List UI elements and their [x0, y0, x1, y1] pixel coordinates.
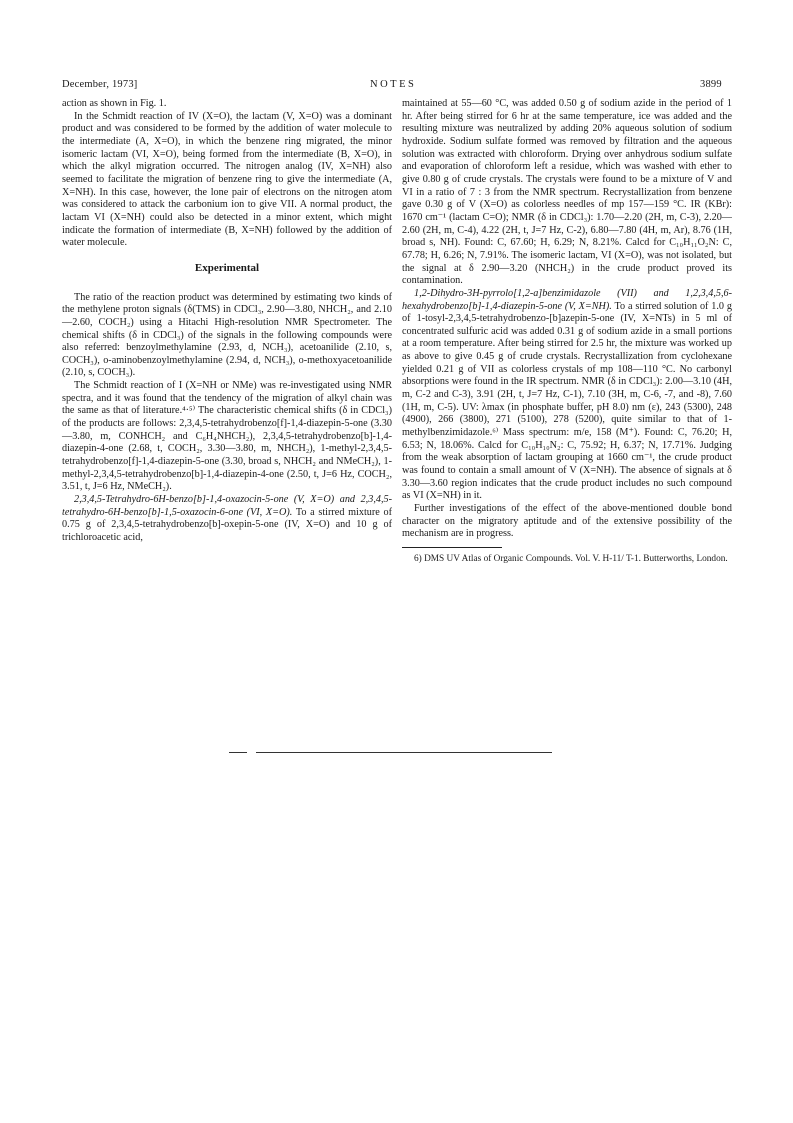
- compound-title-oxazocinone: 2,3,4,5-Tetrahydro-6H-benzo[b]-1,4-oxazocin-5-one (V, X=O) and 2,3,4,5-tetrahydro-6H-benzo[b]-1,5-oxazocin-6-one (VI, X=O).: [62, 494, 392, 518]
- section-heading-experimental: Experimental: [194, 261, 260, 274]
- procedure-text-pyrrolobenzimidazole: To a stirred solution of 1.0 g of 1-tosyl-2,3,4,5-tetrahydrobenzo-[b]azepin-5-one (IV, X=NTs) in 5 ml of concentrated sulfuric acid was added 0.31 g of sodium azide in a small portions at a room temperature. After being stirred for 2.5 hr, the mixture was worked up as above to give 0.45 g of crude crystals. Recrystallization from cyclohexane yielded 0.21 g of VII as colorless crystals of mp 108—110 °C. No carbonyl absorptions were found in the IR spectrum. NMR (δ in CDCl₃): 2.00—3.10 (4H, m, C-2 and C-3), 3.91 (2H, t, J=7 Hz, C-1), 7.10 (3H, m, C-6, -7, and -8), 7.60 (1H, m, C-5). UV: λmax (in phosphate buffer, pH 8.0) nm (ε), 243 (5300), 248 (4900), 266 (3800), 271 (5100), 278 (5200), quite similar to that of 1-methylbenzimidazole.⁶⁾ Mass spectrum: m/e, 158 (M⁺). Found: C, 76.20; H, 6.53; N, 18.06%. Calcd for C₁₀H₁₀N₂: C, 75.92; H, 6.37; N, 17.71%. Judging from the weak absorption of lactam grouping at 1660 cm⁻¹, the crude product was found to contain a small amount of V (X=NH). The absence of signals at δ 3.30—3.60 region indicates that the crude product includes no such compound as VI (X=NH) in it.: [402, 300, 732, 502]
- page-number: 3899: [700, 79, 722, 90]
- paragraph-schmidt-discussion: In the Schmidt reaction of IV (X=O), the lactam (V, X=O) was a dominant product and was considered to be formed by the addition of water molecule to the intermediate (A, X=O), in which the benzene ring migrated, the minor isomeric lactam (VI, X=O), being formed from the intermediate (B, X=O), in which the alkyl migration occurred. The nitrogen analog (IV, X=NH) also seemed to facilitate the migration of benzene ring to give the intermediate (A, X=NH). In this case, however, the lone pair of electrons on the nitrogen atom was considered to attack the carbonium ion to give VII. A normal product, the lactam VI (X=NH) could also be detected in a minor extent, which might indicate the formation of intermediate (B, X=NH) followed by the addition of water molecule.: [62, 110, 392, 249]
- paragraph-ratio-method: The ratio of the reaction product was determined by estimating two kinds of the methylene proton signals (δ(TMS) in CDCl₃, 2.90—3.80, NHCH₂, and 2.10—2.60, COCH₂) using a Hitachi High-resolution NMR Spectrometer. The chemical shifts (δ in CDCl₃) of the signals in the following compounds were also referred: benzoylmethylamine (2.93, d, NCH₃), acetoanilide (2.10, s, COCH₃), o-aminobenzoylmethylamine (2.94, d, NCH₃), o-methoxyacetoanilide (2.10, s, COCH₃).: [62, 291, 392, 379]
- footnote-6: 6) DMS UV Atlas of Organic Compounds. Vol. V. H-11/ T-1. Butterworths, London.: [414, 553, 728, 564]
- page-end-rule-short: [229, 752, 247, 753]
- right-column: [402, 98, 732, 565]
- procedure-text-oxazocinone: To a stirred mixture of 0.75 g of 2,3,4,5-tetrahydrobenzo[b]-oxepin-5-one (IV, X=O) and 10 g of trichloroacetic acid,: [62, 506, 392, 543]
- running-header-date: December, 1973]: [62, 79, 138, 90]
- page-end-rule-long: [256, 752, 552, 753]
- paragraph-further-investigations: Further investigations of the effect of the above-mentioned double bond character on the migratory aptitude and of the extensive possibility of the mechanism are in progress.: [402, 503, 732, 540]
- compound-title-pyrrolobenzimidazole: 1,2-Dihydro-3H-pyrrolo[1,2-a]benzimidazole (VII) and 1,2,3,4,5,6-hexahydrobenzo[b]-1,4-diazepin-5-one (V, X=NH).: [402, 287, 732, 312]
- footnote-divider: [402, 547, 502, 548]
- paragraph-reinvestigation: The Schmidt reaction of I (X=NH or NMe) was re-investigated using NMR spectra, and it was found that the tendency of the migration of alkyl chain was the same as that of literature.⁴·⁵⁾ The characteristic chemical shifts (δ in CDCl₃) of the products are follows: 2,3,4,5-tetrahydrobenzo[f]-1,4-diazepin-5-one (3.30—3.80, m, CONHCH₂ and C₆H₄NHCH₂), 2,3,4,5-tetrahydrobenzo[b]-1,4-diazepin-4-one (2.68, t, COCH₂, 3.30—3.80, m, NHCH₂), 1-methyl-2,3,4,5-tetrahydrobenzo[f]-1,4-diazepin-5-one (3.30, broad s, NHCH₂ and NMeCH₂), 1-methyl-2,3,4,5-tetrahydrobenzo[b]-1,4-diazepin-4-one (2.50, t, J=6 Hz, COCH₂, 3.51, t, J=6 Hz, NMeCH₂).: [62, 380, 392, 493]
- paragraph-procedure-continuation: maintained at 55—60 °C, was added 0.50 g of sodium azide in the period of 1 hr. After being stirred for 6 hr at the same temperature, ice was added and the resulting mixture was neutralized by adding 20% aqueous solution of sodium hydroxide. Sodium sulfate formed was removed by filtration and the aqueous solution was extracted with chloroform. Drying over anhydrous sodium sulfate and evaporation of chloroform left a residue, which was washed with ether to give 0.80 g of crude crystals. The crystals were found to be a mixture of V and VI in a ratio of 7 : 3 from the NMR spectrum. Recrystallization from benzene gave 0.30 g of V (X=O) as colorless needles of mp 157—159 °C. IR (KBr): 1670 cm⁻¹ (lactam C=O); NMR (δ in CDCl₃): 1.70—2.20 (2H, m, C-3), 2.20—2.60 (2H, m, C-4), 4.22 (2H, t, J=7 Hz, C-2), 6.80—7.80 (4H, m, Ar), 8.76 (1H, broad s, NH). Found: C, 67.60; H, 6.29; N, 8.21%. Calcd for C₁₀H₁₁O₂N: C, 67.78; H, 6.26; N, 7.91%. The isomeric lactam, VI (X=O), was not isolated, but the signal at δ 2.90—3.20 (NHCH₂) in the crude product proved its contamination.: [402, 98, 732, 287]
- paragraph-continuation: action as shown in Fig. 1.: [62, 98, 167, 109]
- paragraph-pyrrolobenzimidazole-prep: [402, 288, 732, 503]
- left-column: [62, 98, 392, 545]
- paragraph-oxazocinone-prep: [62, 494, 392, 545]
- running-header-section: NOTES: [370, 79, 417, 90]
